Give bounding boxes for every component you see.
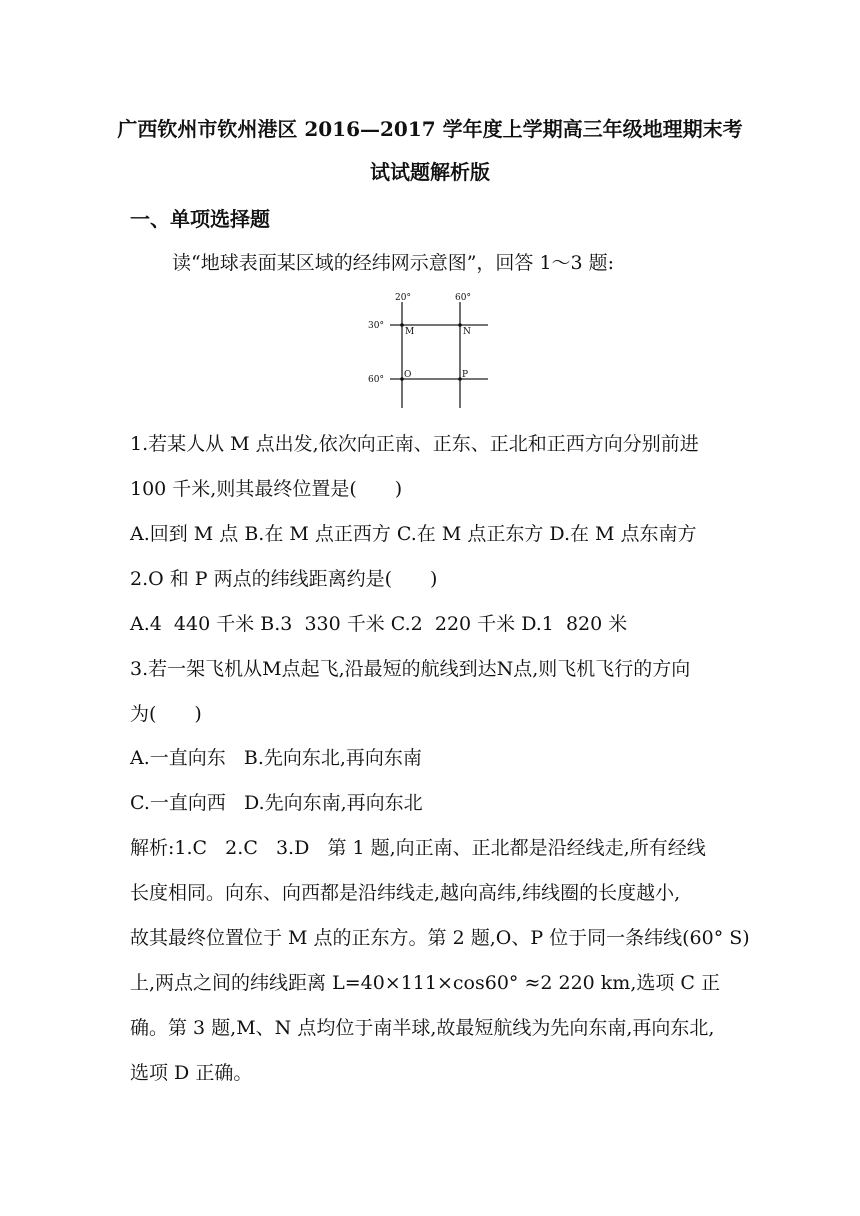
lat-label-60: 60°: [368, 375, 384, 385]
analysis-line-5: 确。第 3 题,M、N 点均位于南半球,故最短航线为先向东南,再向东北,: [130, 1017, 715, 1039]
question-3-stem-line-1: 3.若一架飞机从M点起飞,沿最短的航线到达N点,则飞机飞行的方向: [130, 658, 691, 680]
lon-label-60: 60°: [455, 293, 471, 303]
lat-lon-grid-diagram: [360, 288, 500, 413]
point-p-label: P: [462, 370, 469, 380]
point-n-label: N: [463, 327, 471, 337]
point-m-label: M: [405, 327, 415, 337]
lat-label-30: 30°: [368, 321, 384, 331]
question-2-options: A.4 440 千米 B.3 330 千米 C.2 220 千米 D.1 820 米: [130, 613, 628, 635]
question-3-stem-line-2: 为( ): [130, 703, 202, 725]
section-heading: 一、单项选择题: [130, 207, 270, 231]
question-1-stem-line-2: 100 千米,则其最终位置是( ): [130, 478, 403, 500]
question-3-options-line-2: C.一直向西 D.先向东南,再向东北: [130, 792, 423, 814]
document-title-line-1: 广西钦州市钦州港区 2016—2017 学年度上学期高三年级地理期末考: [117, 117, 743, 141]
point-o-label: O: [404, 370, 412, 380]
analysis-line-4: 上,两点之间的纬线距离 L=40×111×cos60° ≈2 220 km,选项 C 正: [130, 972, 720, 994]
analysis-line-6: 选项 D 正确。: [130, 1062, 253, 1084]
intro-text: 读“地球表面某区域的经纬网示意图”，回答 1～3 题:: [172, 252, 615, 274]
question-1-options: A.回到 M 点 B.在 M 点正西方 C.在 M 点正东方 D.在 M 点东南方: [130, 523, 697, 545]
question-2-stem: 2.O 和 P 两点的纬线距离约是( ): [130, 568, 438, 590]
lon-label-20: 20°: [395, 293, 411, 303]
point-n-marker: [458, 323, 462, 327]
document-title-line-2: 试试题解析版: [370, 160, 490, 184]
question-3-options-line-1: A.一直向东 B.先向东北,再向东南: [130, 747, 422, 769]
question-1-stem-line-1: 1.若某人从 M 点出发,依次向正南、正东、正北和正西方向分别前进: [130, 433, 699, 455]
analysis-line-3: 故其最终位置位于 M 点的正东方。第 2 题,O、P 位于同一条纬线(60° S): [130, 927, 750, 949]
analysis-line-1: 解析:1.C 2.C 3.D 第 1 题,向正南、正北都是沿经线走,所有经线: [130, 837, 706, 859]
analysis-line-2: 长度相同。向东、向西都是沿纬线走,越向高纬,纬线圈的长度越小,: [130, 882, 681, 904]
point-m-marker: [400, 323, 404, 327]
